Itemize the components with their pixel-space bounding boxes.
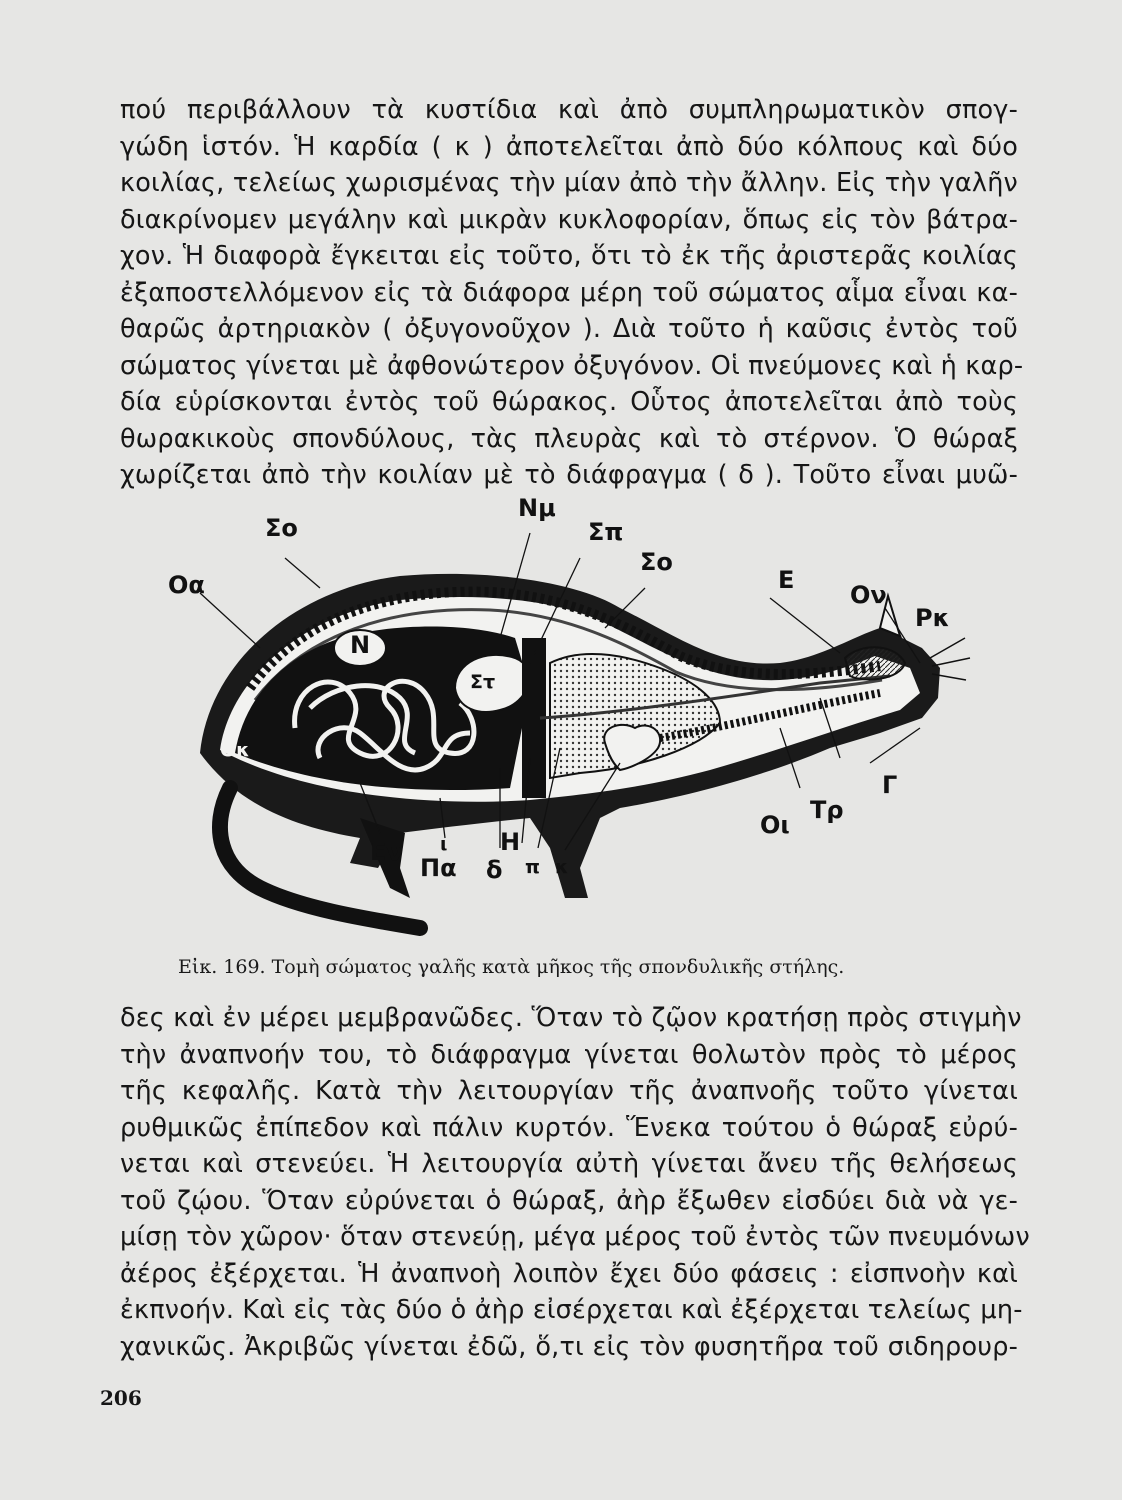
brain <box>845 647 905 679</box>
label-rk: Ρκ <box>915 604 950 632</box>
label-sp: Σπ <box>588 518 624 546</box>
label-p: π <box>525 856 541 878</box>
text-line: χανικῶς. Ἀκριβῶς γίνεται ἐδῶ, ὅ,τι εἰς τὸν φυσητῆρα τοῦ σιδηρουρ- <box>120 1331 1018 1362</box>
cat-anatomy-figure <box>60 488 990 948</box>
label-st: Στ <box>470 671 496 693</box>
cat-section-illustration <box>60 488 990 948</box>
label-g: Γ <box>882 771 898 799</box>
top-paragraph <box>120 92 1024 494</box>
text-line: ἐξαποστελλόμενον εἰς τὰ διάφορα μέρη τοῦ σώματος αἷμα εἶναι κα- <box>120 277 1018 308</box>
text-line: ρυθμικῶς ἐπίπεδον καὶ πάλιν κυρτόν. Ἕνεκα τούτου ὁ θώραξ εὐρύ- <box>120 1112 1018 1143</box>
label-n: Ν <box>350 631 371 659</box>
text-line: δες καὶ ἐν μέρει μεμβρανῶδες. Ὅταν τὸ ζῷον κρατήσῃ πρὸς στιγμὴν <box>120 1003 1022 1033</box>
text-line: τῆς κεφαλῆς. Κατὰ τὴν λειτουργίαν τῆς ἀναπνοῆς τοῦτο γίνεται <box>120 1076 1018 1106</box>
text-line: θωρακικοὺς σπονδύλους, τὰς πλευρὰς καὶ τὸ στέρνον. Ὁ θώραξ <box>120 423 1018 454</box>
label-ok: Οκ <box>220 739 250 761</box>
label-oa: Οα <box>168 571 205 599</box>
bottom-paragraph <box>120 1000 1030 1365</box>
label-so-right: Σο <box>640 548 673 576</box>
label-nm: Νμ <box>518 494 556 522</box>
text-line: ἀέρος ἐξέρχεται. Ἡ ἀναπνοὴ λοιπὸν ἔχει δύο φάσεις : εἰσπνοὴν καὶ <box>120 1258 1018 1289</box>
text-line: κοιλίας, τελείως χωρισμένας τὴν μίαν ἀπὸ τὴν ἄλλην. Εἰς τὴν γαλῆν <box>120 168 1018 198</box>
text-line: χωρίζεται ἀπὸ τὴν κοιλίαν μὲ τὸ διάφραγμα ( δ ). Τοῦτο εἶναι μυῶ- <box>120 460 1018 490</box>
label-e: Ε <box>778 566 795 594</box>
label-on: Ον <box>850 581 887 609</box>
text-line: νεται καὶ στενεύει. Ἡ λειτουργία αὐτὴ γίνεται ἄνευ τῆς θελήσεως <box>120 1149 1018 1179</box>
text-line: ἐκπνοήν. Καὶ εἰς τὰς δύο ὁ ἀὴρ εἰσέρχεται καὶ ἐξέρχεται τελείως μη- <box>120 1295 1023 1325</box>
text-line: γώδη ἱστόν. Ἡ καρδία ( κ ) ἀποτελεῖται ἀπὸ δύο κόλπους καὶ δύο <box>120 131 1018 162</box>
text-line: τοῦ ζῴου. Ὅταν εὐρύνεται ὁ θώραξ, ἀὴρ ἔξωθεν εἰσδύει διὰ νὰ γε- <box>120 1185 1018 1216</box>
label-en: Εν <box>370 838 403 866</box>
text-line: δία εὑρίσκονται ἐντὸς τοῦ θώρακος. Οὗτος ἀποτελεῖται ἀπὸ τοὺς <box>120 387 1018 417</box>
text-line: τὴν ἀναπνοήν του, τὸ διάφραγμα γίνεται θολωτὸν πρὸς τὸ μέρος <box>120 1039 1018 1070</box>
label-tr: Τρ <box>810 796 844 824</box>
label-d: δ <box>486 856 503 884</box>
label-pa: Πα <box>420 854 457 882</box>
label-i: ι <box>440 833 448 855</box>
text-line: διακρίνομεν μεγάλην καὶ μικρὰν κυκλοφορίαν, ὅπως εἰς τὸν βάτρα- <box>120 204 1018 235</box>
label-h: Η <box>500 828 521 856</box>
label-oi: Οι <box>760 811 790 839</box>
text-line: πού περιβάλλουν τὰ κυστίδια καὶ ἀπὸ συμπληρωματικὸν σπογ- <box>120 95 1018 125</box>
page-number: 206 <box>100 1386 142 1410</box>
text-line: θαρῶς ἀρτηριακὸν ( ὀξυγονοῦχον ). Διὰ τοῦτο ἡ καῦσις ἐντὸς τοῦ <box>120 314 1018 344</box>
label-so-top: Σο <box>265 514 298 542</box>
figure-caption: Εἰκ. 169. Τομὴ σώματος γαλῆς κατὰ μῆκος τῆς σπονδυλικῆς στήλης. <box>178 956 845 978</box>
text-line: σώματος γίνεται μὲ ἀφθονώτερον ὀξυγόνον. Οἱ πνεύμονες καὶ ἡ καρ- <box>120 350 1024 381</box>
text-line: χον. Ἡ διαφορὰ ἔγκειται εἰς τοῦτο, ὅτι τὸ ἐκ τῆς ἀριστερᾶς κοιλίας <box>120 241 1018 271</box>
label-k: κ <box>555 856 569 878</box>
text-line: μίσῃ τὸν χῶρον· ὅταν στενεύῃ, μέγα μέρος τοῦ ἐντὸς τῶν πνευμόνων <box>120 1222 1030 1252</box>
